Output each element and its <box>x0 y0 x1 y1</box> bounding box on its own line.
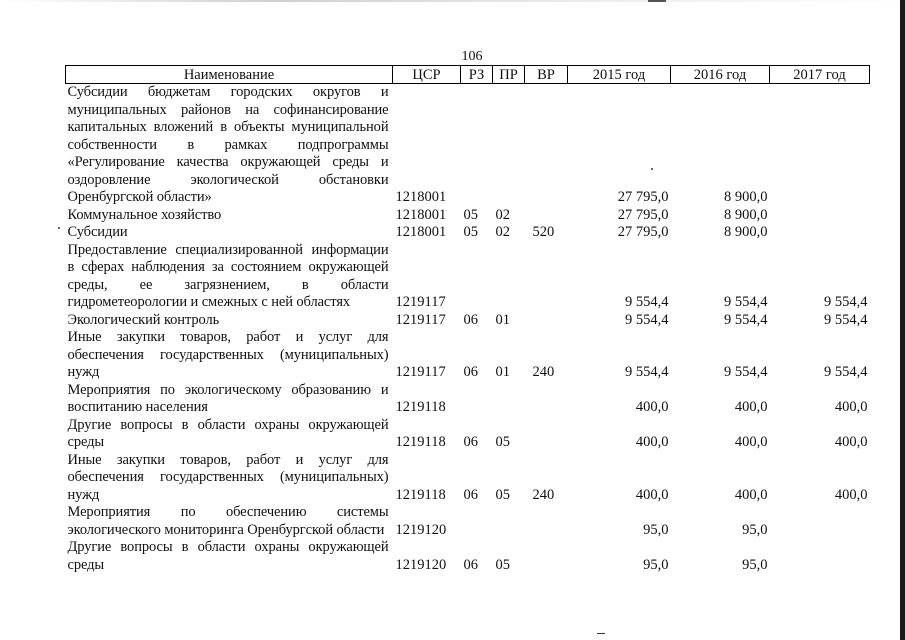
table-row <box>66 207 870 225</box>
table-row <box>66 84 870 207</box>
row-2016: 95,0 <box>742 556 768 573</box>
scan-top-edge <box>0 0 905 2</box>
header-pr: ПР <box>493 66 525 84</box>
row-rz: 06 <box>463 486 478 503</box>
budget-table <box>65 65 870 574</box>
row-2016: 9 554,4 <box>724 311 768 328</box>
row-name: Экологический контроль <box>67 311 220 328</box>
header-2015: 2015 год <box>568 66 671 84</box>
row-pr: 05 <box>495 434 510 450</box>
row-2015: 9 554,4 <box>625 311 669 328</box>
row-name: Другие вопросы в области охраны окружающей среды <box>67 539 389 573</box>
row-2016: 8 900,0 <box>724 206 768 223</box>
row-2015: 27 795,0 <box>617 206 669 223</box>
row-rz <box>461 382 493 417</box>
row-name: Мероприятия по экологическому образованию и воспитанию населения <box>67 381 389 415</box>
row-name: Субсидии бюджетам городских округов и муниципальных районов на софинансирование капитальных вложений в объекты муниципальной собственности в рамках подпрограммы «Регулирование качества окружающей среды и оздоровление экологической обстановки Оренбургской области» <box>67 84 389 205</box>
row-2015: 400,0 <box>635 399 669 415</box>
row-vr <box>525 84 568 207</box>
scan-speck <box>651 168 653 170</box>
row-rz: 05 <box>463 224 478 240</box>
table-row <box>66 382 870 417</box>
row-vr <box>525 382 568 417</box>
row-pr: 02 <box>495 206 510 223</box>
scan-speck <box>597 633 605 634</box>
row-2015: 9 554,4 <box>625 364 669 380</box>
row-2017: 9 554,4 <box>824 294 868 310</box>
row-rz: 06 <box>463 364 478 380</box>
row-rz: 05 <box>463 206 478 223</box>
row-2016: 8 900,0 <box>724 224 768 240</box>
row-csr: 1218001 <box>395 206 447 223</box>
row-csr: 1219120 <box>395 556 447 573</box>
row-rz: 06 <box>463 434 478 450</box>
row-rz: 06 <box>463 556 478 573</box>
row-vr <box>525 504 568 539</box>
row-vr: 240 <box>532 486 555 503</box>
header-2017: 2017 год <box>770 66 870 84</box>
row-2017 <box>770 539 870 574</box>
table-row <box>66 539 870 574</box>
row-2017: 400,0 <box>834 486 868 503</box>
row-csr: 1219117 <box>395 364 446 380</box>
row-pr: 02 <box>495 224 510 240</box>
table-row <box>66 504 870 539</box>
row-vr: 240 <box>532 364 555 380</box>
row-csr: 1219118 <box>395 399 446 415</box>
row-2016: 9 554,4 <box>724 294 768 310</box>
table-row <box>66 329 870 382</box>
header-name: Наименование <box>66 66 393 84</box>
row-name: Иные закупки товаров, работ и услуг для обеспечения государственных (муниципальных) нужд <box>67 451 389 503</box>
header-csr: ЦСР <box>393 66 461 84</box>
row-2015: 95,0 <box>643 521 669 538</box>
row-csr: 1219118 <box>395 486 446 503</box>
row-2015: 400,0 <box>635 486 669 503</box>
row-pr: 05 <box>495 556 510 573</box>
table-row <box>66 452 870 505</box>
row-2015: 400,0 <box>635 434 669 450</box>
row-name: Иные закупки товаров, работ и услуг для обеспечения государственных (муниципальных) нужд <box>67 329 389 380</box>
row-csr: 1219120 <box>395 521 447 538</box>
page-number: 106 <box>461 49 483 64</box>
header-2016: 2016 год <box>671 66 770 84</box>
row-csr: 1218001 <box>395 189 447 205</box>
scan-top-mark <box>648 0 666 2</box>
row-csr: 1218001 <box>395 224 447 240</box>
row-vr: 520 <box>532 224 555 240</box>
row-pr <box>493 504 525 539</box>
row-name: Другие вопросы в области охраны окружающей среды <box>67 416 389 450</box>
row-pr: 01 <box>495 364 510 380</box>
row-pr: 01 <box>495 311 510 328</box>
row-pr <box>493 382 525 417</box>
row-rz: 06 <box>463 311 478 328</box>
row-2016: 9 554,4 <box>724 364 768 380</box>
row-name: Коммунальное хозяйство <box>67 206 222 223</box>
row-2015: 27 795,0 <box>617 224 669 240</box>
table-header-row <box>66 66 870 84</box>
row-name: Предоставление специализированной информации в сферах наблюдения за состоянием окружающей среды, ее загрязнением, в области гидрометеорологии и смежных с ней областях <box>67 241 389 310</box>
row-2016: 95,0 <box>742 521 768 538</box>
row-vr <box>525 417 568 452</box>
row-2016: 400,0 <box>734 486 768 503</box>
row-vr <box>525 242 568 312</box>
row-2017: 9 554,4 <box>824 364 868 380</box>
row-csr: 1219117 <box>395 294 446 310</box>
row-name: Мероприятия по обеспечению системы экологического мониторинга Оренбургской области <box>67 504 389 538</box>
table-row <box>66 417 870 452</box>
row-rz <box>461 504 493 539</box>
row-2015: 9 554,4 <box>625 294 669 310</box>
row-2015: 27 795,0 <box>617 189 669 205</box>
row-name: Субсидии <box>67 224 128 240</box>
row-pr: 05 <box>495 486 510 503</box>
scan-speck <box>58 227 60 229</box>
table-row <box>66 242 870 312</box>
row-vr <box>525 312 568 330</box>
row-vr <box>525 539 568 574</box>
row-rz <box>461 84 493 207</box>
row-2017 <box>770 207 870 225</box>
row-2017 <box>770 504 870 539</box>
header-rz: РЗ <box>461 66 493 84</box>
row-pr <box>493 84 525 207</box>
table-row <box>66 312 870 330</box>
row-2017 <box>770 224 870 242</box>
row-2017: 9 554,4 <box>824 311 868 328</box>
scan-right-edge <box>900 0 905 640</box>
row-2015: 95,0 <box>643 556 669 573</box>
row-2017: 400,0 <box>834 434 868 450</box>
row-2016: 8 900,0 <box>724 189 768 205</box>
row-pr <box>493 242 525 312</box>
row-2017 <box>770 84 870 207</box>
row-2016: 400,0 <box>734 399 768 415</box>
header-vr: ВР <box>525 66 568 84</box>
row-csr: 1219117 <box>395 311 446 328</box>
row-2017: 400,0 <box>834 399 868 415</box>
row-rz <box>461 242 493 312</box>
table-row <box>66 224 870 242</box>
row-vr <box>525 207 568 225</box>
row-2016: 400,0 <box>734 434 768 450</box>
row-csr: 1219118 <box>395 434 446 450</box>
